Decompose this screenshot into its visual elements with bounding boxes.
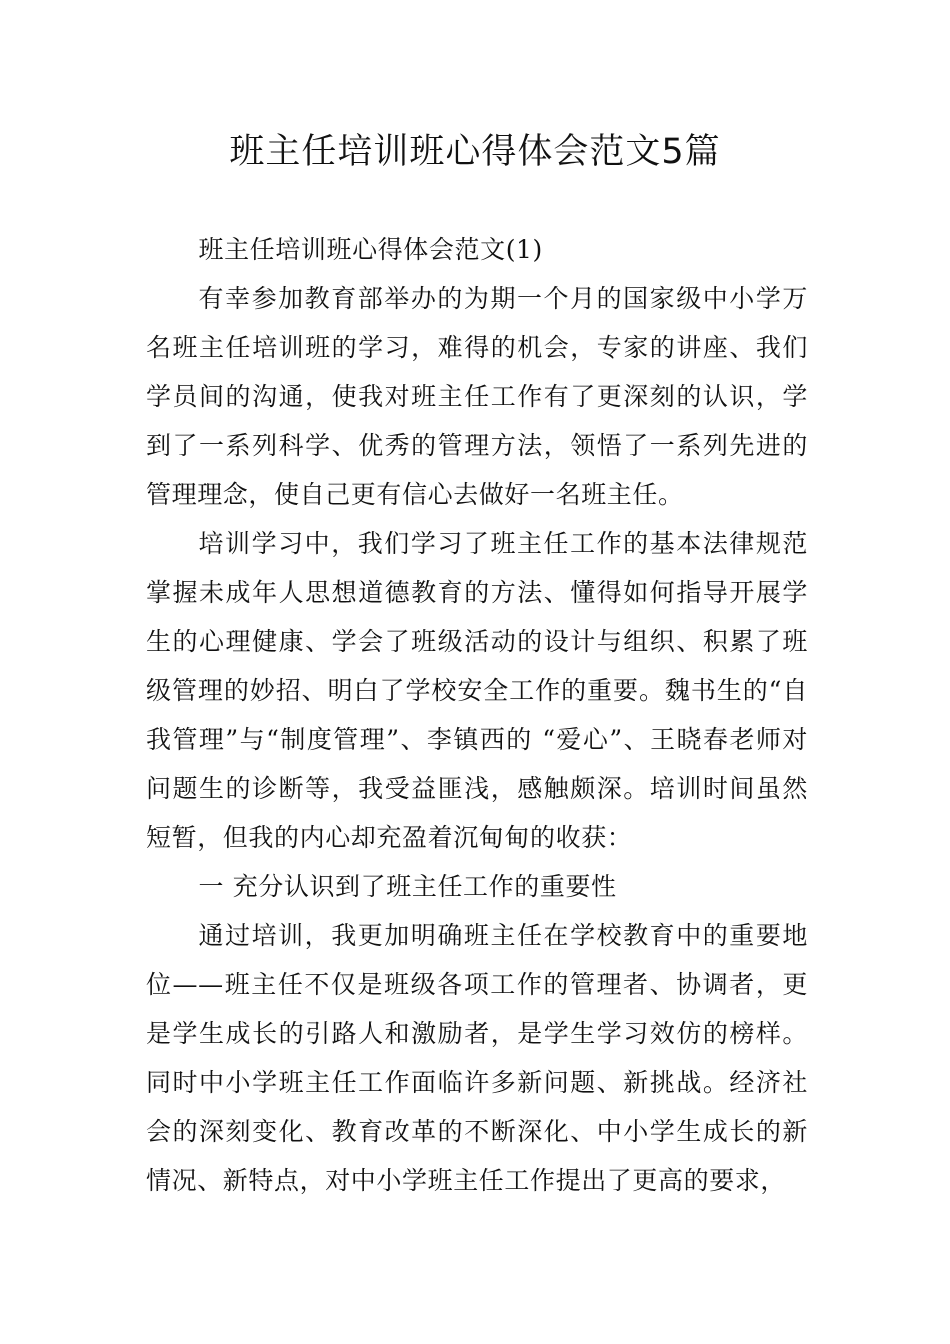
paragraph-importance: 通过培训，我更加明确班主任在学校教育中的重要地位——班主任不仅是班级各项工作的管理者、协调者，更是学生成长的引路人和激励者，是学生学习效仿的榜样。同时中小学班主任工作面临许多新问题、新挑战。经济社会的深刻变化、教育改革的不断深化、中小学生成长的新情况、新特点，对中小学班主任工作提出了更高的要求，	[146, 921, 808, 1195]
paragraph-training-content: 培训学习中，我们学习了班主任工作的基本法律规范掌握未成年人思想道德教育的方法、懂得如何指导开展学生的心理健康、学会了班级活动的设计与组织、积累了班级管理的妙招、明白了学校安全工作的重要。魏书生的“自我管理”与“制度管理”、李镇西的 “爱心”、王晓春老师对问题生的诊断等，我受益匪浅，感触颇深。培训时间虽然短暂，但我的内心却充盈着沉甸甸的收获：	[146, 529, 808, 852]
section-heading-fanwen-1: 班主任培训班心得体会范文(1)	[198, 235, 543, 264]
document-title: 班主任培训班心得体会范文5篇	[229, 132, 721, 172]
document-body	[146, 225, 808, 1205]
section-heading-importance: 一 充分认识到了班主任工作的重要性	[198, 872, 617, 901]
paragraph-intro: 有幸参加教育部举办的为期一个月的国家级中小学万名班主任培训班的学习，难得的机会，专家的讲座、我们学员间的沟通，使我对班主任工作有了更深刻的认识，学到了一系列科学、优秀的管理方法，领悟了一系列先进的管理理念，使自己更有信心去做好一名班主任。	[146, 284, 808, 509]
